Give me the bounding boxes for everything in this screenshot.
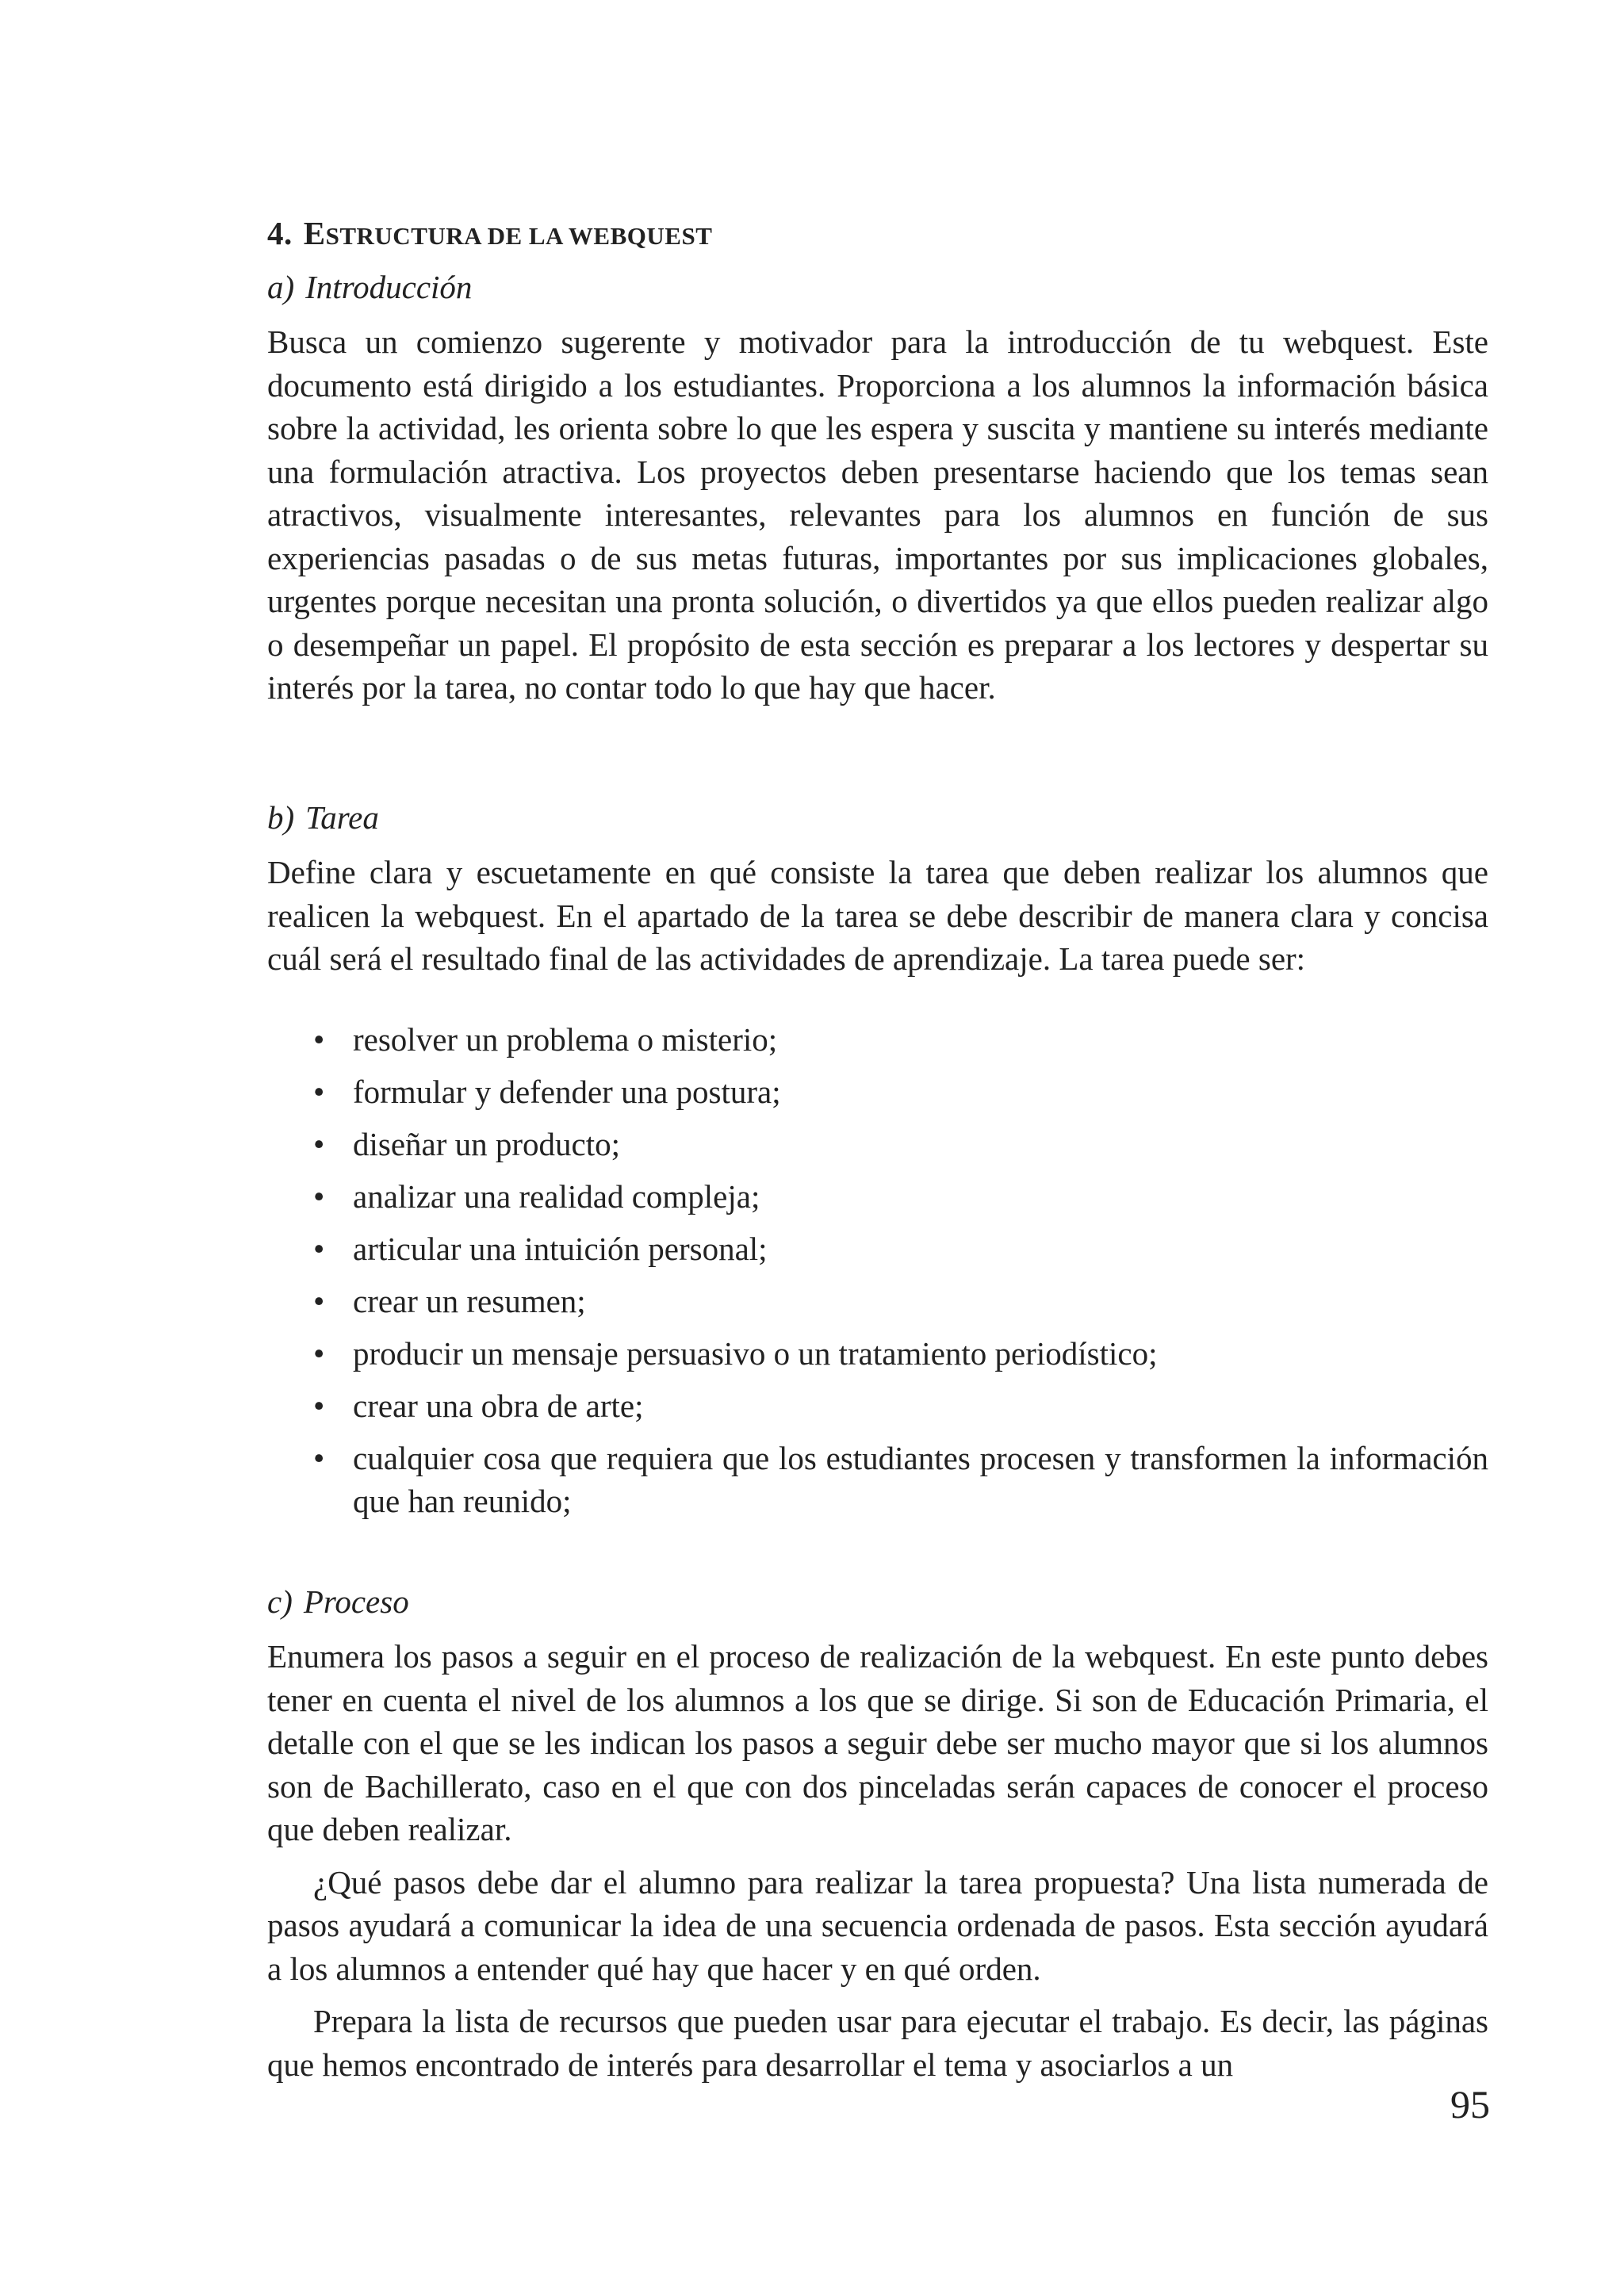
proceso-body [267,1635,1488,2086]
subheading-letter: b) [267,799,295,836]
subheading-title: Proceso [303,1583,409,1620]
list-item: • resolver un problema o misterio; [313,1018,1488,1061]
list-item: • cualquier cosa que requiera que los estudiantes procesen y transformen la información que han reunido; [313,1437,1488,1522]
section-number: 4. [267,215,293,251]
tarea-list [313,1018,1488,1532]
intro-paragraph: Busca un comienzo sugerente y motivador para la introducción de tu webquest. Este documento está dirigido a los estudiantes. Proporciona a los alumnos la información básica sobre la actividad, les orienta sobre lo que les espera y suscita y mantiene su interés mediante una formulación atractiva. Los proyectos deben presentarse haciendo que los temas sean atractivos, visualmente interesantes, relevantes para los alumnos en función de sus experiencias pasadas o de sus metas futuras, importantes por sus implicaciones globales, urgentes porque necesitan una pronta solución, o divertidos ya que ellos pueden realizar algo o desempeñar un papel. El propósito de esta sección es preparar a los lectores y despertar su interés por la tarea, no contar todo lo que hay que hacer. [267,323,1488,706]
subheading-tarea [267,796,379,839]
bullet-icon: • [313,1074,325,1110]
subheading-letter: a) [267,269,295,305]
section-heading-rest: STRUCTURA DE LA WEBQUEST [325,222,713,250]
list-item: • crear un resumen; [313,1280,1488,1323]
list-item: • producir un mensaje persuasivo o un tratamiento periodístico; [313,1332,1488,1375]
proceso-paragraph-1: Enumera los pasos a seguir en el proceso de realización de la webquest. En este punto debes tener en cuenta el nivel de los alumnos a los que se dirige. Si son de Educación Primaria, el detalle con el que se les indican los pasos a seguir debe ser mucho mayor que si los alumnos son de Bachillerato, caso en el que con dos pinceladas serán capaces de conocer el proceso que deben realizar. [267,1638,1488,1847]
tarea-body [267,851,1488,981]
bullet-icon: • [313,1440,325,1476]
bullet-icon: • [313,1388,325,1424]
list-item: • formular y defender una postura; [313,1070,1488,1113]
subheading-intro [267,266,472,308]
bullet-icon: • [313,1126,325,1162]
subheading-title: Tarea [305,799,379,836]
list-item: • articular una intuición personal; [313,1227,1488,1270]
proceso-paragraph-3: Prepara la lista de recursos que pueden usar para ejecutar el trabajo. Es decir, las páginas que hemos encontrado de interés para desarrollar el tema y asociarlos a un [267,2003,1488,2083]
bullet-icon: • [313,1283,325,1319]
list-item: • analizar una realidad compleja; [313,1175,1488,1218]
bullet-icon: • [313,1021,325,1058]
bullet-icon: • [313,1178,325,1215]
tarea-paragraph: Define clara y escuetamente en qué consiste la tarea que deben realizar los alumnos que realicen la webquest. En el apartado de la tarea se debe describir de manera clara y concisa cuál será el resultado final de las actividades de aprendizaje. La tarea puede ser: [267,854,1488,977]
proceso-paragraph-2: ¿Qué pasos debe dar el alumno para realizar la tarea propuesta? Una lista numerada de pasos ayudará a comunicar la idea de una secuencia ordenada de pasos. Esta sección ayudará a los alumnos a entender qué hay que hacer y en qué orden. [267,1863,1488,1987]
list-item: • diseñar un producto; [313,1123,1488,1166]
page-number: 95 [1450,2082,1490,2126]
section-heading [267,214,712,252]
list-item: • crear una obra de arte; [313,1384,1488,1427]
subheading-title: Introducción [305,269,473,305]
bullet-icon: • [313,1231,325,1267]
subheading-letter: c) [267,1583,293,1620]
section-heading-initial: E [303,215,326,251]
bullet-icon: • [313,1335,325,1372]
intro-body [267,320,1488,710]
subheading-proceso [267,1580,409,1623]
